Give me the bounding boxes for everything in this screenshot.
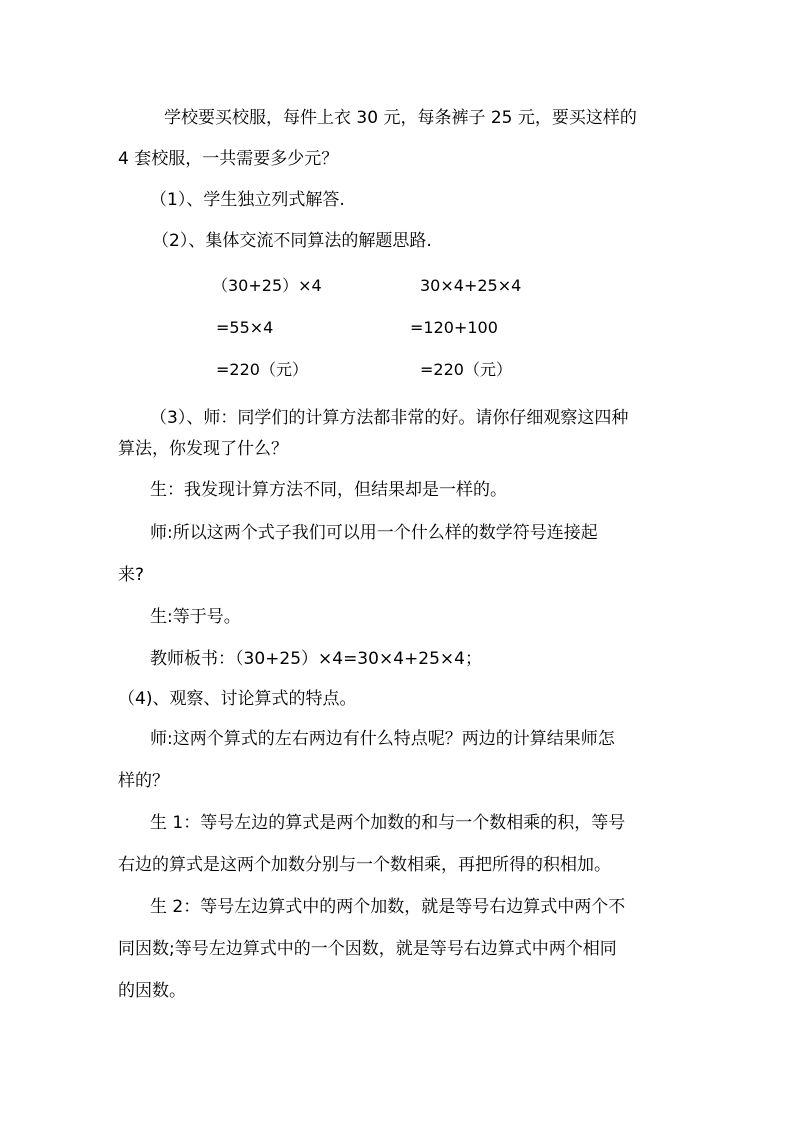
student-1-line-1: 生 1：等号左边的算式是两个加数的和与一个数相乘的积，等号 (150, 813, 626, 833)
student-2-line-3: 的因数。 (118, 981, 186, 1001)
student-2-line-2: 同因数;等号左边算式中的一个因数，就是等号右边算式中两个相同 (118, 939, 617, 959)
board-writing: 教师板书：（30+25）×4=30×4+25×4； (150, 649, 482, 669)
problem-line-1: 学校要买校服，每件上衣 30 元，每条裤子 25 元，要买这样的 (164, 108, 637, 128)
calc-left-3: =220（元） (216, 360, 308, 379)
calc-right-2: =120+100 (410, 318, 498, 337)
teacher-question-1-line-2: 来? (118, 565, 145, 585)
calc-right-3: =220（元） (420, 360, 512, 379)
teacher-question-2-line-2: 样的？ (118, 771, 169, 791)
step-1: （1）、学生独立列式解答. (150, 190, 345, 210)
teacher-question-1-line-1: 师:所以这两个式子我们可以用一个什么样的数学符号连接起 (150, 523, 598, 543)
student-2-line-1: 生 2：等号左边算式中的两个加数，就是等号右边算式中两个不 (150, 897, 626, 917)
calc-right-1: 30×4+25×4 (420, 276, 522, 295)
student-answer-2: 生:等于号。 (150, 607, 241, 627)
student-1-line-2: 右边的算式是这两个加数分别与一个数相乘，再把所得的积相加。 (118, 855, 611, 875)
calc-left-1: （30+25）×4 (212, 276, 322, 295)
step-4: （4)、观察、讨论算式的特点。 (118, 689, 357, 709)
teacher-question-2-line-1: 师:这两个算式的左右两边有什么特点呢？两边的计算结果师怎 (150, 729, 615, 749)
calc-left-2: =55×4 (216, 318, 274, 337)
step-3-line-2: 算法，你发现了什么？ (118, 439, 288, 459)
student-answer-1: 生：我发现计算方法不同，但结果却是一样的。 (150, 480, 507, 500)
problem-line-2: 4 套校服，一共需要多少元？ (118, 149, 339, 169)
step-3-line-1: （3）、师：同学们的计算方法都非常的好。请你仔细观察这四种 (150, 408, 629, 428)
step-2: （2）、集体交流不同算法的解题思路. (152, 231, 432, 251)
